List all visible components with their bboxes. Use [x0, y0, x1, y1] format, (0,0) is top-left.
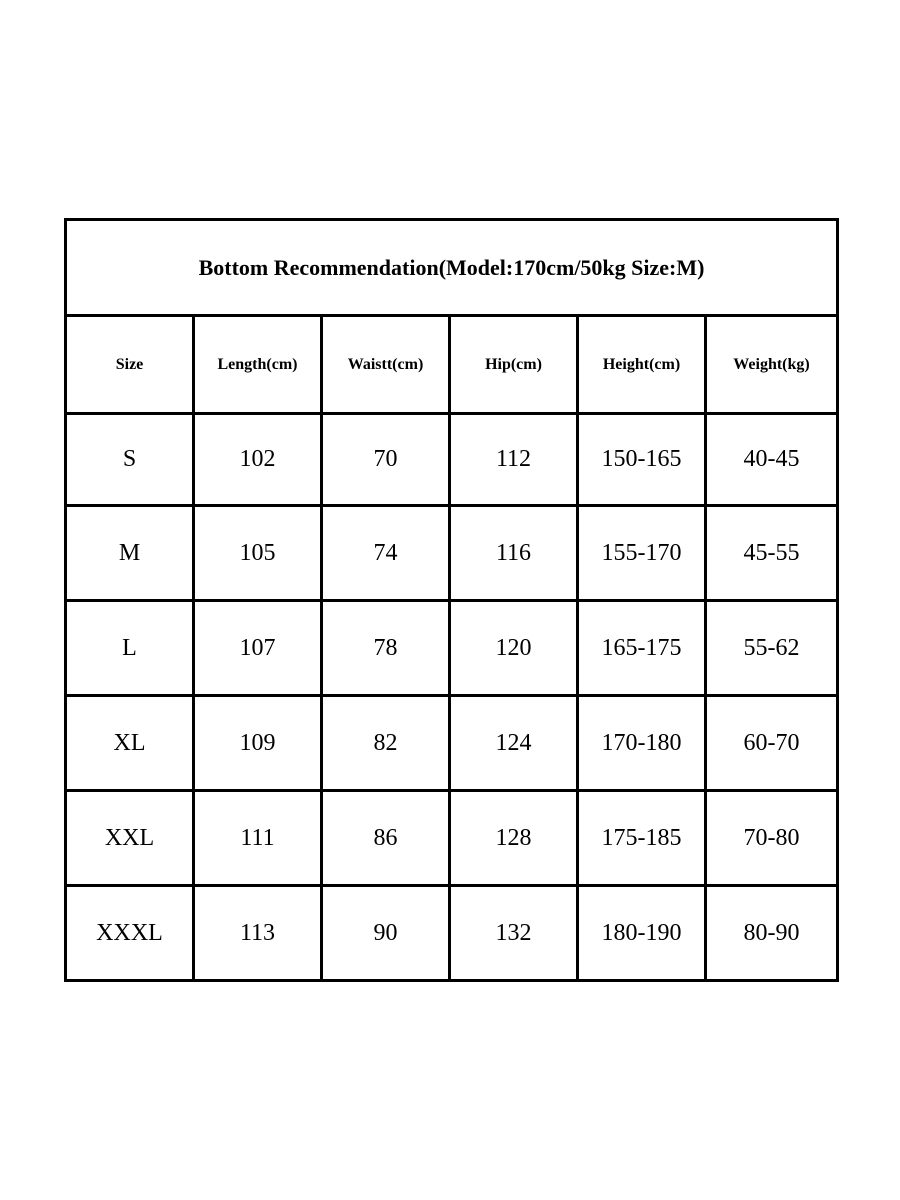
weight-cell: 45-55: [706, 506, 838, 601]
waist-cell: 90: [322, 886, 450, 981]
header-row: [66, 316, 838, 414]
column-header-length: Length(cm): [194, 316, 322, 414]
height-cell: 150-165: [578, 414, 706, 506]
size-cell: S: [66, 414, 194, 506]
size-cell: XXL: [66, 791, 194, 886]
table-row: [66, 886, 838, 981]
column-header-hip: Hip(cm): [450, 316, 578, 414]
column-header-waist: Waistt(cm): [322, 316, 450, 414]
weight-cell: 40-45: [706, 414, 838, 506]
length-cell: 113: [194, 886, 322, 981]
size-chart-table: [64, 218, 839, 982]
table-row: [66, 791, 838, 886]
height-cell: 180-190: [578, 886, 706, 981]
hip-cell: 120: [450, 601, 578, 696]
size-cell: XXXL: [66, 886, 194, 981]
weight-cell: 70-80: [706, 791, 838, 886]
hip-cell: 128: [450, 791, 578, 886]
length-cell: 111: [194, 791, 322, 886]
length-cell: 105: [194, 506, 322, 601]
weight-cell: 80-90: [706, 886, 838, 981]
size-cell: M: [66, 506, 194, 601]
size-cell: XL: [66, 696, 194, 791]
waist-cell: 82: [322, 696, 450, 791]
height-cell: 155-170: [578, 506, 706, 601]
height-cell: 165-175: [578, 601, 706, 696]
size-cell: L: [66, 601, 194, 696]
weight-cell: 55-62: [706, 601, 838, 696]
hip-cell: 132: [450, 886, 578, 981]
table-title: Bottom Recommendation(Model:170cm/50kg Size:M): [66, 220, 838, 316]
hip-cell: 124: [450, 696, 578, 791]
length-cell: 102: [194, 414, 322, 506]
height-cell: 175-185: [578, 791, 706, 886]
table-row: [66, 601, 838, 696]
title-row: [66, 220, 838, 316]
waist-cell: 70: [322, 414, 450, 506]
column-header-size: Size: [66, 316, 194, 414]
waist-cell: 78: [322, 601, 450, 696]
column-header-weight: Weight(kg): [706, 316, 838, 414]
table-row: [66, 414, 838, 506]
hip-cell: 112: [450, 414, 578, 506]
waist-cell: 74: [322, 506, 450, 601]
height-cell: 170-180: [578, 696, 706, 791]
table-row: [66, 506, 838, 601]
weight-cell: 60-70: [706, 696, 838, 791]
table-row: [66, 696, 838, 791]
waist-cell: 86: [322, 791, 450, 886]
column-header-height: Height(cm): [578, 316, 706, 414]
length-cell: 107: [194, 601, 322, 696]
length-cell: 109: [194, 696, 322, 791]
size-chart-body: [66, 220, 838, 981]
hip-cell: 116: [450, 506, 578, 601]
